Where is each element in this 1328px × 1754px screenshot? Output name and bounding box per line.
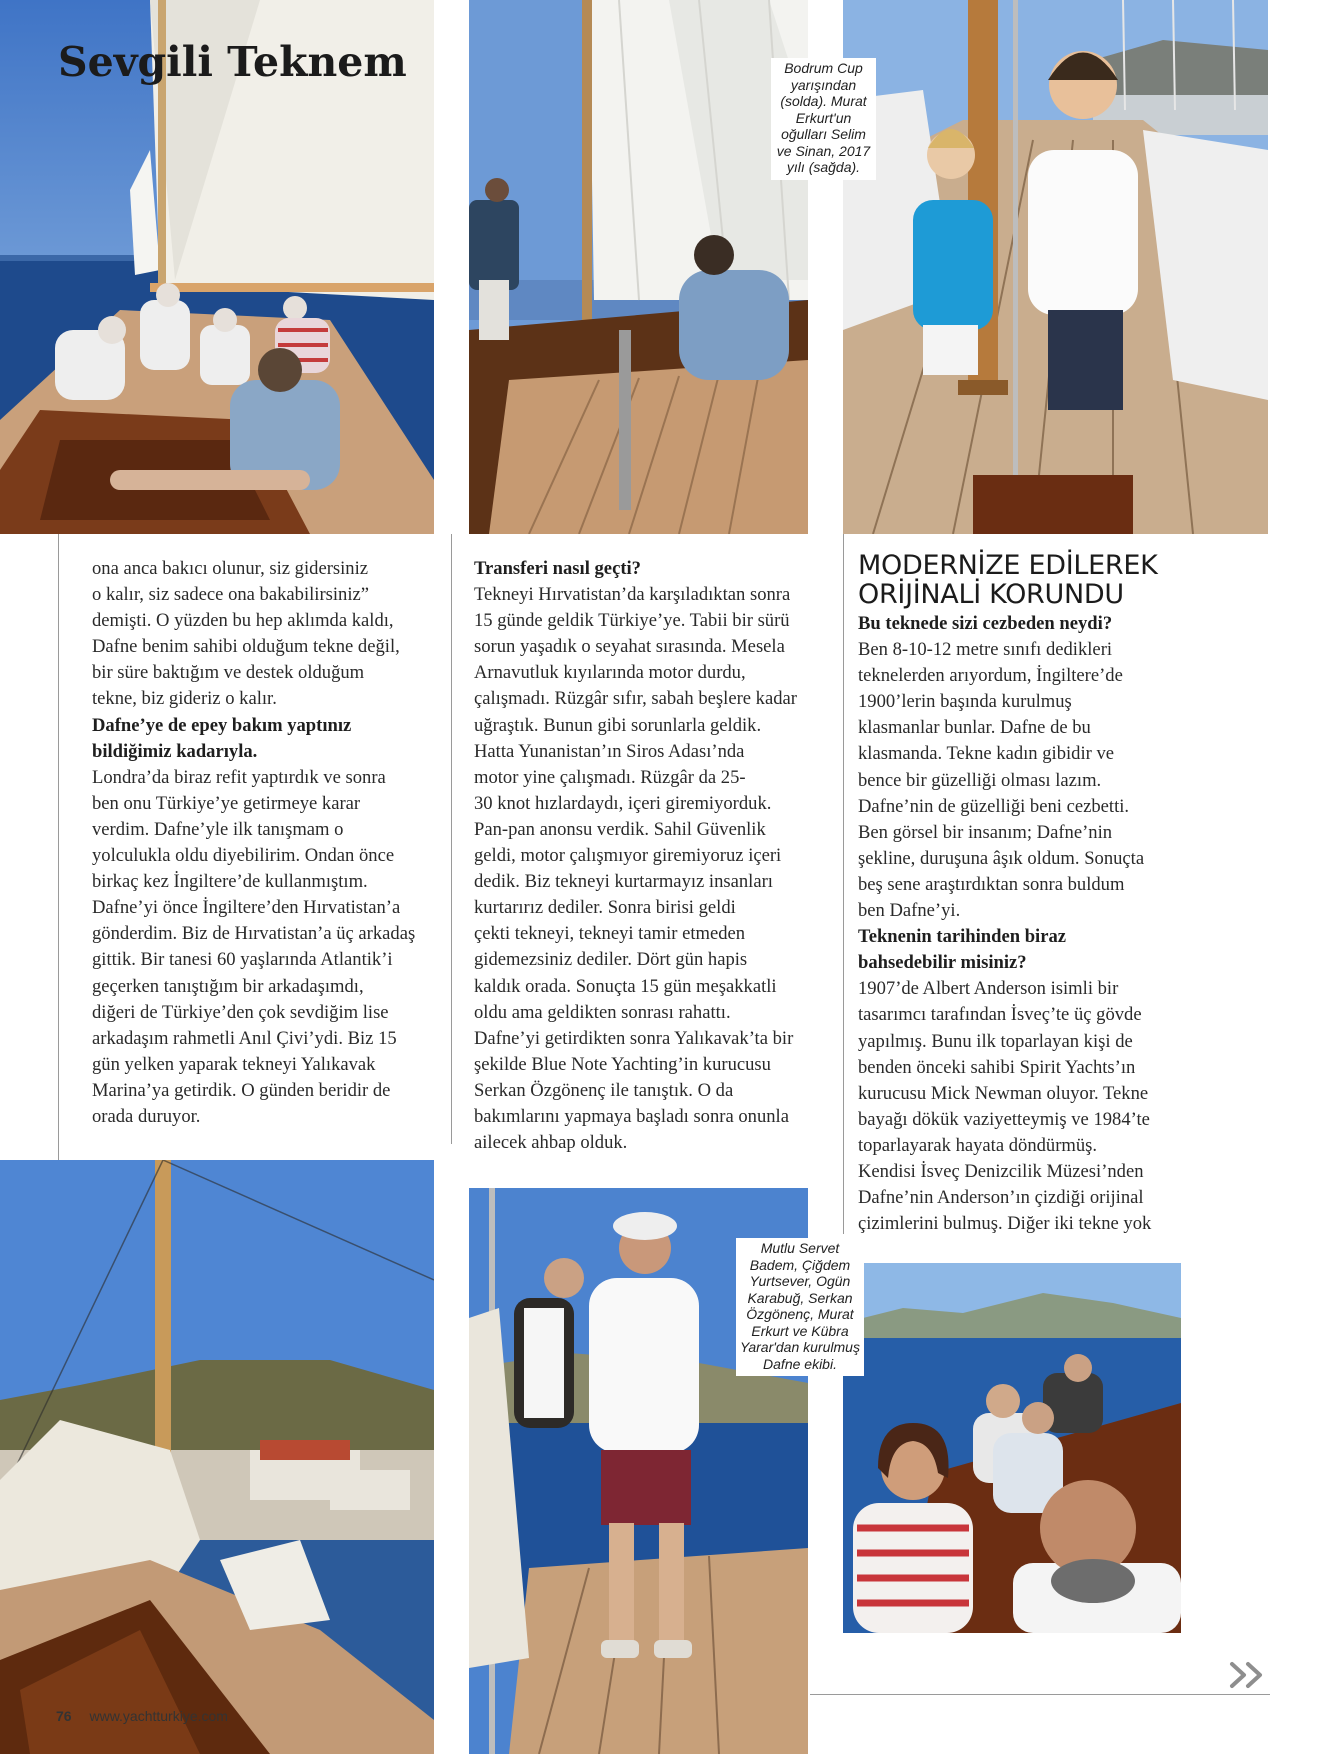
- text-line: Dafne’yi getirdikten sonra Yalıkavak’ta bir: [474, 1027, 794, 1049]
- text-line: şekilde Blue Note Yachting’in kurucusu: [474, 1053, 771, 1075]
- text-line: ben onu Türkiye’ye getirmeye karar: [92, 792, 361, 814]
- text-line: çalışmadı. Rüzgâr sıfır, sabah beşlere kadar: [474, 688, 797, 710]
- photo-boys-on-deck: [843, 0, 1268, 534]
- text-line: uğraştık. Bunun gibi sorunlarla geldik.: [474, 714, 762, 736]
- text-line: ailecek ahbap olduk.: [474, 1132, 628, 1154]
- text-line: 30 knot hızlardaydı, içeri giremiyorduk.: [474, 792, 772, 814]
- text-line: Ben 8-10-12 metre sınıfı dedikleri: [858, 639, 1113, 661]
- text-line: benden önceki sahibi Spirit Yachts’ın: [858, 1056, 1136, 1078]
- page-title: Sevgili Teknem: [58, 38, 407, 86]
- text-line: kurtarırız dediler. Sonra birisi geldi: [474, 897, 736, 919]
- column-divider-middle: [451, 534, 452, 1144]
- heading-line: MODERNİZE EDİLEREK: [858, 550, 1158, 581]
- text-line: demişti. O yüzden bu hep aklımda kaldı,: [92, 610, 394, 632]
- column-divider-left: [58, 534, 59, 1160]
- photo-crew-selfie: [843, 1263, 1181, 1633]
- text-line: tasarımcı tarafından İsveç’te üç gövde: [858, 1004, 1142, 1026]
- text-line: yapılmış. Bunu ilk toparlayan kişi de: [858, 1030, 1133, 1052]
- text-line: arkadaşım rahmetli Anıl Çivi’ydi. Biz 15: [92, 1027, 397, 1049]
- text-line: ben Dafne’yi.: [858, 900, 961, 922]
- text-line: diğeri de Türkiye’den çok sevdiğim lise: [92, 1001, 389, 1023]
- text-line: Teknenin tarihinden biraz: [858, 926, 1067, 948]
- section-heading: [858, 551, 1278, 609]
- text-line: Dafne’yi önce İngiltere’den Hırvatistan’a: [92, 897, 401, 919]
- text-line: klasmanda. Tekne kadın gibidir ve: [858, 743, 1115, 765]
- text-line: beş sene araştırdıktan sonra buldum: [858, 873, 1125, 895]
- text-line: Dafne’nin Anderson’ın çizdiği orijinal: [858, 1187, 1144, 1209]
- text-line: 1907’de Albert Anderson isimli bir: [858, 978, 1119, 1000]
- text-line: orada duruyor.: [92, 1105, 201, 1127]
- text-line: geçerken tanıştığım bir arkadaşımdı,: [92, 975, 364, 997]
- text-line: şekline, duruşuna âşık oldum. Sonuçta: [858, 847, 1145, 869]
- article-column-1: [92, 556, 442, 1130]
- page-folio: [56, 1708, 228, 1724]
- answer-history: [858, 976, 1278, 1237]
- photo-boat-at-marina: [0, 1160, 434, 1754]
- question-transfer: Transferi nasıl geçti?: [474, 558, 641, 579]
- text-line: bakımlarını yapmaya başladı sonra onunla: [474, 1105, 789, 1127]
- text-line: bahsedebilir misiniz?: [858, 952, 1027, 974]
- footer-rule: [810, 1694, 1270, 1695]
- answer-attraction: [858, 637, 1278, 924]
- text-line: gittik. Bir tanesi 60 yaşlarında Atlantik’i: [92, 949, 393, 971]
- text-line: bildiğimiz kadarıyla.: [92, 740, 258, 762]
- double-chevron-right-icon[interactable]: [1228, 1660, 1272, 1690]
- text-line: klasmanlar bunlar. Dafne de bu: [858, 717, 1091, 739]
- paragraph-intro: [92, 556, 442, 713]
- text-line: geldi, motor çalışmıyor giremiyoruz içeri: [474, 845, 782, 867]
- website-url: www.yachtturkiye.com: [89, 1708, 228, 1724]
- text-line: bir süre baktığım ve destek olduğum: [92, 662, 365, 684]
- text-line: bence bir güzelliği olması lazım.: [858, 769, 1102, 791]
- text-line: 15 günde geldik Türkiye’ye. Tabii bir sürü: [474, 610, 790, 632]
- answer-transfer: [474, 582, 834, 1156]
- text-line: sorun yaşadık o seyahat sırasında. Mesela: [474, 636, 785, 658]
- text-line: bayağı dökük vaziyetteymiş ve 1984’te: [858, 1108, 1150, 1130]
- text-line: ona anca bakıcı olunur, siz gidersiniz: [92, 558, 369, 579]
- text-line: 1900’lerin başında kurulmuş: [858, 691, 1072, 713]
- text-line: kurucusu Mick Newman oluyor. Tekne: [858, 1082, 1149, 1104]
- question-maintenance: [92, 713, 442, 765]
- answer-maintenance: [92, 765, 442, 1130]
- text-line: Arnavutluk kıyılarında motor durdu,: [474, 662, 746, 684]
- question-history: [858, 924, 1278, 976]
- text-line: dedik. Biz tekneyi kurtarmayız insanları: [474, 871, 773, 893]
- text-line: Serkan Özgönenç ile tanıştık. O da: [474, 1079, 734, 1101]
- text-line: Londra’da biraz refit yaptırdık ve sonra: [92, 766, 386, 788]
- caption-crew-photo: Mutlu Servet Badem, Çiğdem Yurtsever, Ogün Karabuğ, Serkan Özgönenç, Murat Erkurt ve Kübra Yarar'dan kurulmuş Dafne ekibi.: [736, 1238, 864, 1376]
- text-line: çekti tekneyi, tekneyi tamir etmeden: [474, 923, 746, 945]
- text-line: kaldık orada. Sonuçta 15 gün meşakkatli: [474, 975, 777, 997]
- text-line: gönderdim. Biz de Hırvatistan’a üç arkadaş: [92, 923, 416, 945]
- heading-line: ORİJİNALİ KORUNDU: [858, 579, 1124, 610]
- text-line: Kendisi İsveç Denizcilik Müzesi’nden: [858, 1160, 1144, 1182]
- text-line: birkaç kez İngiltere’de kullanmıştım.: [92, 871, 368, 893]
- text-line: teknelerden arıyordum, İngiltere’de: [858, 665, 1123, 687]
- text-line: Pan-pan anonsu verdik. Sahil Güvenlik: [474, 818, 766, 840]
- text-line: Dafne’nin de güzelliği beni cezbetti.: [858, 795, 1130, 817]
- text-line: gidemezsiniz dediler. Dört gün hapis: [474, 949, 748, 971]
- text-line: oldu ama geldikten sonrası rahattı.: [474, 1001, 731, 1023]
- text-line: Dafne benim sahibi olduğum tekne değil,: [92, 636, 400, 658]
- text-line: Hatta Yunanistan’ın Siros Adası’nda: [474, 740, 745, 762]
- text-line: çizimlerini bulmuş. Diğer iki tekne yok: [858, 1213, 1152, 1235]
- caption-boys-photo: Bodrum Cup yarışından (solda). Murat Erkurt'un oğulları Selim ve Sinan, 2017 yılı (sağda).: [771, 58, 876, 180]
- text-line: tekne, biz gideriz o kalır.: [92, 688, 277, 710]
- column-divider-right: [843, 534, 844, 1234]
- photo-hoisting-sail: [469, 0, 808, 534]
- text-line: Ben görsel bir insanım; Dafne’nin: [858, 821, 1113, 843]
- article-column-3: [858, 551, 1278, 1237]
- text-line: yolculukla oldu diyebilirim. Ondan önce: [92, 845, 395, 867]
- text-line: motor yine çalışmadı. Rüzgâr da 25-: [474, 766, 746, 788]
- page-number: 76: [56, 1708, 72, 1724]
- text-line: toparlayarak hayata döndürmüş.: [858, 1134, 1098, 1156]
- text-line: verdim. Dafne’yle ilk tanışmam o: [92, 818, 344, 840]
- question-attraction: Bu teknede sizi cezbeden neydi?: [858, 613, 1113, 634]
- text-line: Dafne’ye de epey bakım yaptınız: [92, 714, 352, 736]
- article-column-2: [474, 556, 834, 1156]
- text-line: gün yelken yaparak tekneyi Yalıkavak: [92, 1053, 376, 1075]
- text-line: Marina’ya getirdik. O günden beridir de: [92, 1079, 391, 1101]
- text-line: Tekneyi Hırvatistan’da karşıladıktan sonra: [474, 584, 791, 606]
- text-line: o kalır, siz sadece ona bakabilirsiniz”: [92, 584, 370, 606]
